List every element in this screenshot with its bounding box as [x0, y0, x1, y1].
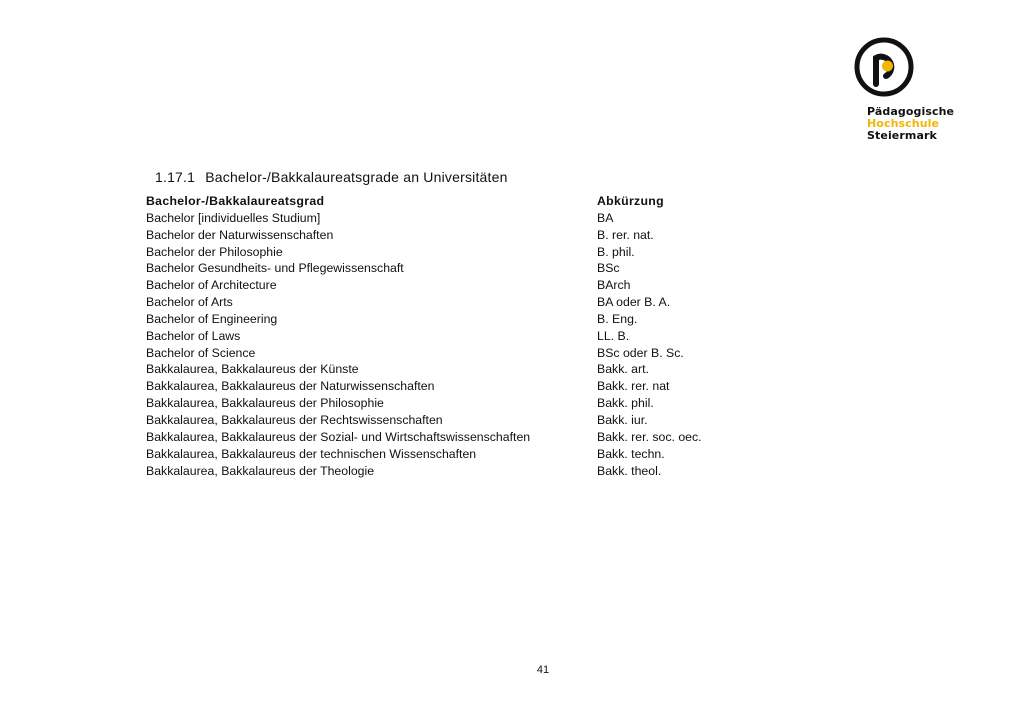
abbreviation-cell: Bakk. art.: [597, 362, 649, 377]
header-degree: Bachelor-/Bakkalaureatsgrad: [146, 194, 325, 208]
abbreviation-cell: B. rer. nat.: [597, 227, 654, 242]
table-row: [146, 328, 702, 345]
degree-cell: Bachelor der Naturwissenschaften: [146, 227, 334, 242]
section-heading: [155, 169, 508, 185]
degree-cell: Bachelor of Science: [146, 345, 256, 360]
degree-cell: Bachelor Gesundheits- und Pflegewissenschaft: [146, 261, 404, 276]
degree-cell: Bachelor of Engineering: [146, 311, 278, 326]
section-title: Bachelor-/Bakkalaureatsgrade an Universitäten: [205, 169, 508, 185]
abbreviation-cell: Bakk. rer. soc. oec.: [597, 429, 702, 444]
table-row: [146, 277, 702, 294]
header-abbreviation: Abkürzung: [597, 194, 664, 208]
degree-cell: Bachelor of Architecture: [146, 278, 277, 293]
degree-cell: Bachelor of Laws: [146, 328, 241, 343]
abbreviation-cell: Bakk. theol.: [597, 463, 662, 478]
degree-cell: Bakkalaurea, Bakkalaureus der Sozial- und Wirtschaftswissenschaften: [146, 429, 531, 444]
abbreviation-cell: Bakk. techn.: [597, 446, 665, 461]
table-row: [146, 378, 702, 395]
table-row: [146, 395, 702, 412]
institution-logo: [852, 36, 962, 146]
abbreviation-cell: B. phil.: [597, 244, 635, 259]
table-row: [146, 345, 702, 362]
abbreviation-cell: Bakk. iur.: [597, 412, 648, 427]
table-row: [146, 463, 702, 480]
table-row: [146, 210, 702, 227]
degree-cell: Bakkalaurea, Bakkalaureus der Rechtswissenschaften: [146, 412, 443, 427]
logo-line-hochschule: Hochschule: [867, 117, 940, 130]
logo-line-steiermark: Steiermark: [867, 129, 937, 142]
page-number: 41: [536, 664, 550, 676]
degree-cell: Bakkalaurea, Bakkalaureus der technischen Wissenschaften: [146, 446, 477, 461]
table-row: [146, 311, 702, 328]
abbreviation-cell: B. Eng.: [597, 311, 638, 326]
table-row: [146, 294, 702, 311]
degree-cell: Bachelor [individuelles Studium]: [146, 210, 321, 225]
abbreviation-cell: BArch: [597, 278, 631, 293]
degree-cell: Bakkalaurea, Bakkalaureus der Theologie: [146, 463, 375, 478]
abbreviation-cell: LL. B.: [597, 328, 630, 343]
table-row: [146, 412, 702, 429]
degrees-table: [146, 193, 702, 479]
table-row: [146, 244, 702, 261]
abbreviation-cell: BSc oder B. Sc.: [597, 345, 684, 360]
abbreviation-cell: BSc: [597, 261, 620, 276]
abbreviation-cell: Bakk. phil.: [597, 396, 654, 411]
degree-cell: Bakkalaurea, Bakkalaureus der Philosophie: [146, 396, 384, 411]
section-number: 1.17.1: [155, 169, 196, 185]
logo-line-paedagogische: Pädagogische: [867, 105, 955, 118]
degree-cell: Bachelor of Arts: [146, 295, 233, 310]
table-row: [146, 260, 702, 277]
logo-wordmark: [867, 106, 954, 142]
logo-p-mark-icon: [852, 36, 916, 100]
degree-cell: Bakkalaurea, Bakkalaureus der Naturwissenschaften: [146, 379, 435, 394]
degree-cell: Bachelor der Philosophie: [146, 244, 283, 259]
abbreviation-cell: BA oder B. A.: [597, 295, 671, 310]
table-row: [146, 361, 702, 378]
abbreviation-cell: Bakk. rer. nat: [597, 379, 670, 394]
table-header-row: [146, 193, 702, 210]
table-row: [146, 227, 702, 244]
degree-cell: Bakkalaurea, Bakkalaureus der Künste: [146, 362, 359, 377]
table-body: [146, 210, 702, 480]
table-row: [146, 446, 702, 463]
abbreviation-cell: BA: [597, 210, 614, 225]
table-row: [146, 429, 702, 446]
